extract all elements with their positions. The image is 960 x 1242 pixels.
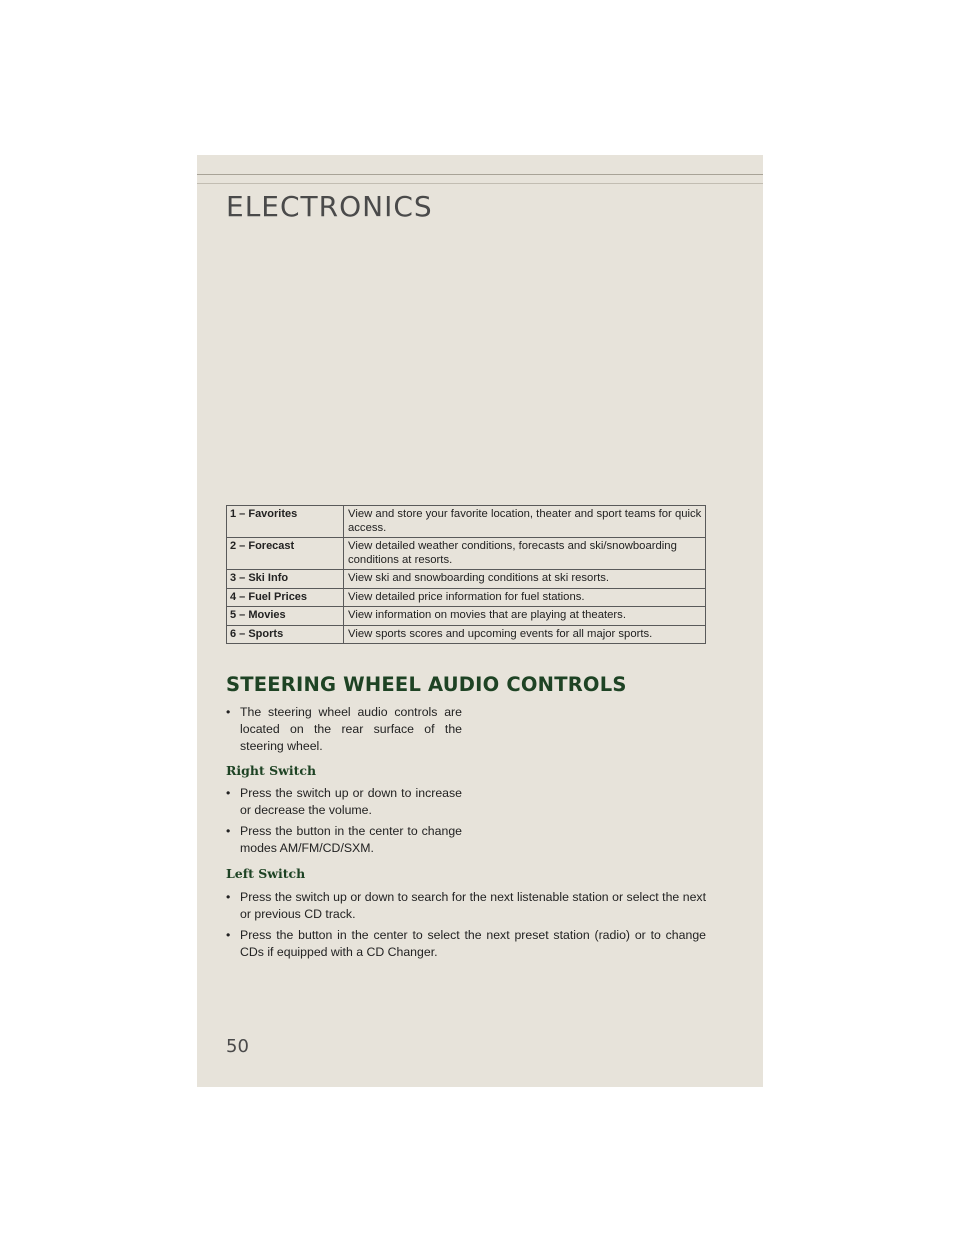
list-item	[226, 927, 706, 961]
bullet-icon: •	[226, 786, 231, 800]
features-table	[226, 505, 706, 644]
left-switch-heading: Left Switch	[226, 866, 306, 881]
feature-key: 3 – Ski Info	[227, 570, 344, 589]
table-row	[227, 588, 706, 607]
table-row	[227, 570, 706, 589]
feature-key: 1 – Favorites	[227, 506, 344, 538]
feature-key: 2 – Forecast	[227, 538, 344, 570]
header-rule-thin	[197, 183, 763, 184]
steering-wheel-heading: STEERING WHEEL AUDIO CONTROLS	[226, 673, 627, 696]
bullet-text: Press the switch up or down to search for the next listenable station or select the next or previous CD track.	[240, 890, 706, 921]
bullet-icon: •	[226, 928, 231, 942]
bullet-text: Press the button in the center to change modes AM/FM/CD/SXM.	[240, 824, 462, 855]
bullet-text: Press the button in the center to select the next preset station (radio) or to change CDs if equipped with a CD Changer.	[240, 928, 706, 959]
list-item	[226, 704, 462, 755]
feature-key: 4 – Fuel Prices	[227, 588, 344, 607]
feature-key: 5 – Movies	[227, 607, 344, 626]
bullet-icon: •	[226, 890, 231, 904]
table-row	[227, 506, 706, 538]
feature-description: View information on movies that are playing at theaters.	[344, 607, 706, 626]
section-title: ELECTRONICS	[226, 190, 433, 223]
feature-description: View detailed weather conditions, forecasts and ski/snowboarding conditions at resorts.	[344, 538, 706, 570]
table-row	[227, 625, 706, 644]
feature-description: View detailed price information for fuel stations.	[344, 588, 706, 607]
feature-description: View sports scores and upcoming events for all major sports.	[344, 625, 706, 644]
bullet-text: The steering wheel audio controls are located on the rear surface of the steering wheel.	[240, 705, 462, 753]
list-item	[226, 785, 462, 819]
list-item	[226, 823, 462, 857]
table-row	[227, 538, 706, 570]
table-row	[227, 607, 706, 626]
page-number: 50	[226, 1036, 249, 1057]
feature-description: View and store your favorite location, theater and sport teams for quick access.	[344, 506, 706, 538]
bullet-icon: •	[226, 824, 231, 838]
bullet-icon: •	[226, 705, 231, 719]
header-rule	[197, 174, 763, 175]
bullet-text: Press the switch up or down to increase or decrease the volume.	[240, 786, 462, 817]
feature-description: View ski and snowboarding conditions at ski resorts.	[344, 570, 706, 589]
list-item	[226, 889, 706, 923]
feature-key: 6 – Sports	[227, 625, 344, 644]
right-switch-heading: Right Switch	[226, 763, 317, 778]
